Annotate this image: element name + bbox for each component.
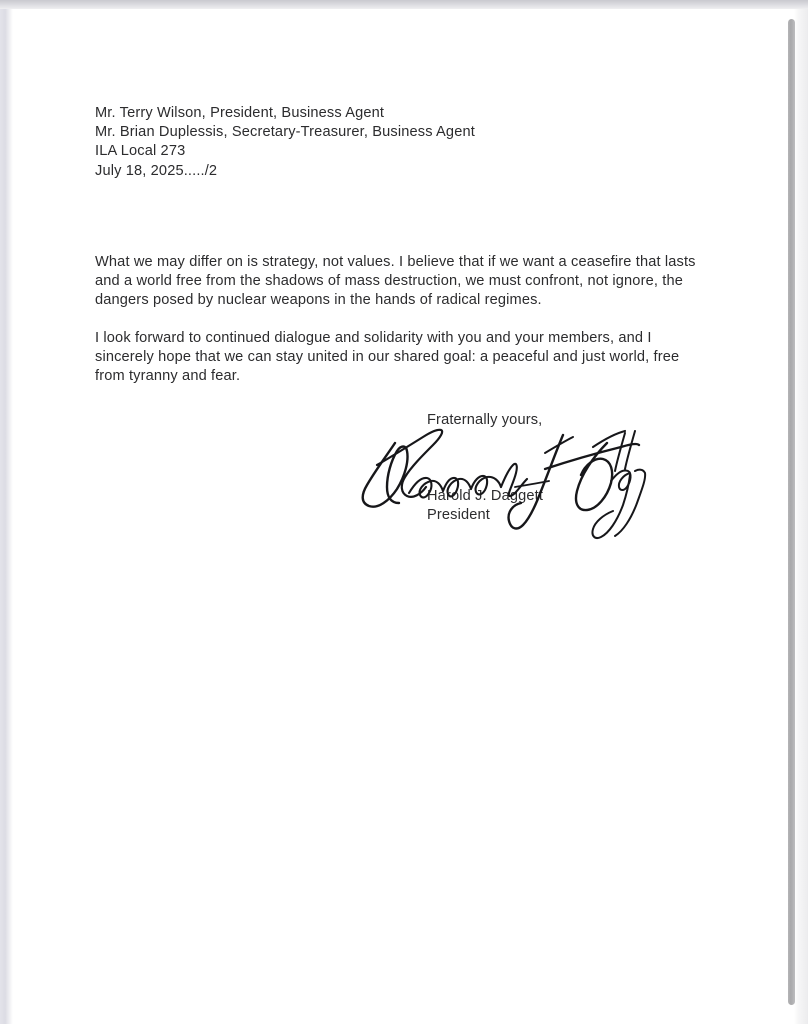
vertical-scrollbar-thumb[interactable] (788, 19, 795, 1005)
signatory-name: Harold J. Daggett (427, 488, 544, 504)
signatory-block (427, 487, 727, 525)
page-top-edge (0, 0, 808, 9)
body-paragraph-1: What we may differ on is strategy, not values. I believe that if we want a ceasefire that lasts and a world free from the shadows of mass destruction, we must confront, not ignore, the dangers posed by nuclear weapons in the hands of radical regimes. (95, 253, 696, 308)
letter-page (13, 9, 794, 1024)
page-left-edge (0, 9, 13, 1024)
addressee-line-3: ILA Local 273 (95, 143, 186, 160)
signatory-title: President (427, 507, 490, 524)
addressee-block (95, 104, 655, 181)
closing-salutation: Fraternally yours, (427, 412, 543, 428)
handwritten-signature (349, 413, 649, 548)
body-paragraph-2: I look forward to continued dialogue and solidarity with you and your members, and I sincerely hope that we can stay united in our shared goal: a peaceful and just world, free from tyranny and fear. (95, 329, 680, 384)
signature-flourish (349, 413, 649, 548)
addressee-line-2: Mr. Brian Duplessis, Secretary-Treasurer, Business Agent (95, 124, 475, 141)
addressee-line-1: Mr. Terry Wilson, President, Business Agent (95, 105, 385, 121)
vertical-scrollbar-track[interactable] (793, 9, 802, 1024)
date-and-page-line: July 18, 2025...../2 (95, 162, 218, 179)
